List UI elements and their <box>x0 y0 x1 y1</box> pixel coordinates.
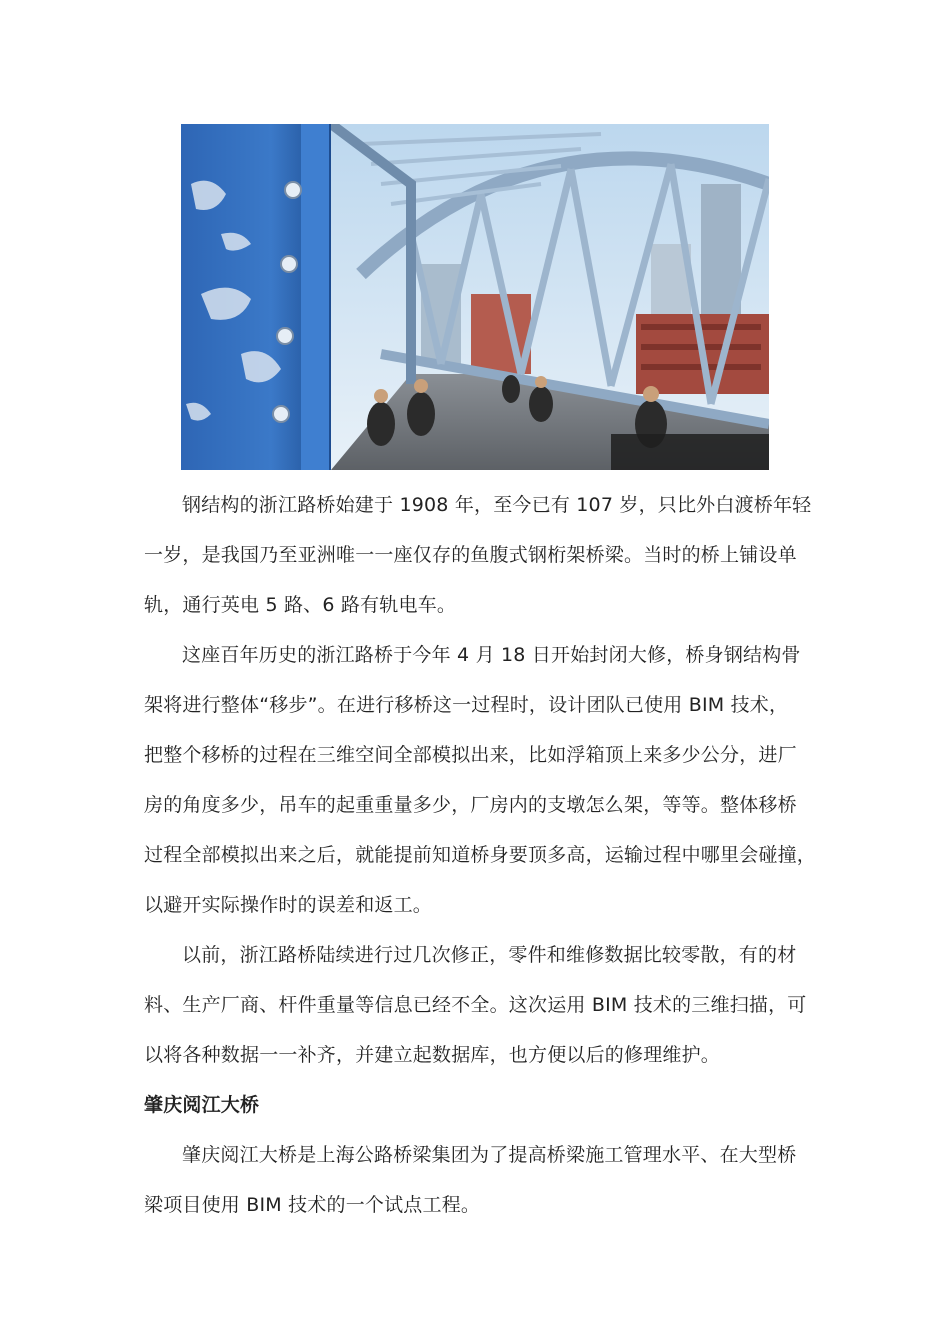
paragraph-line: 一岁，是我国乃至亚洲唯一一座仅存的鱼腹式钢桁架桥梁。当时的桥上铺设单 <box>144 544 797 566</box>
steel-truss-bridge-image <box>181 124 769 470</box>
paragraph-line: 房的角度多少，吊车的起重重量多少，厂房内的支墩怎么架，等等。整体移桥 <box>144 794 797 816</box>
paragraph-scan <box>144 930 824 1080</box>
section-heading-text: 肇庆阅江大桥 <box>144 1094 260 1116</box>
paragraph-line: 以将各种数据一一补齐，并建立起数据库，也方便以后的修理维护。 <box>144 1044 721 1066</box>
paragraph-zhaoqing <box>144 1130 824 1230</box>
article-body <box>144 480 824 1230</box>
paragraph-intro <box>144 480 824 630</box>
paragraph-line: 这座百年历史的浙江路桥于今年 4 月 18 日开始封闭大修，桥身钢结构骨 <box>182 644 801 666</box>
paragraph-line: 把整个移桥的过程在三维空间全部模拟出来，比如浮箱顶上来多少公分，进厂 <box>144 744 797 766</box>
paragraph-line: 料、生产厂商、杆件重量等信息已经不全。这次运用 BIM 技术的三维扫描，可 <box>144 994 807 1016</box>
paragraph-line: 梁项目使用 BIM 技术的一个试点工程。 <box>144 1194 481 1216</box>
paragraph-line: 以避开实际操作时的误差和返工。 <box>144 894 433 916</box>
bridge-photo <box>181 124 769 470</box>
paragraph-line: 过程全部模拟出来之后，就能提前知道桥身要顶多高，运输过程中哪里会碰撞， <box>144 844 817 866</box>
paragraph-line: 轨，通行英电 5 路、6 路有轨电车。 <box>144 594 457 616</box>
paragraph-line: 钢结构的浙江路桥始建于 1908 年，至今已有 107 岁，只比外白渡桥年轻 <box>182 494 812 516</box>
paragraph-line: 以前，浙江路桥陆续进行过几次修正，零件和维修数据比较零散，有的材 <box>182 944 797 966</box>
paragraph-line: 肇庆阅江大桥是上海公路桥梁集团为了提高桥梁施工管理水平、在大型桥 <box>182 1144 797 1166</box>
paragraph-line: 架将进行整体“移步”。在进行移桥这一过程时，设计团队已使用 BIM 技术， <box>144 694 789 716</box>
section-heading <box>144 1080 824 1130</box>
paragraph-renovation <box>144 630 824 930</box>
